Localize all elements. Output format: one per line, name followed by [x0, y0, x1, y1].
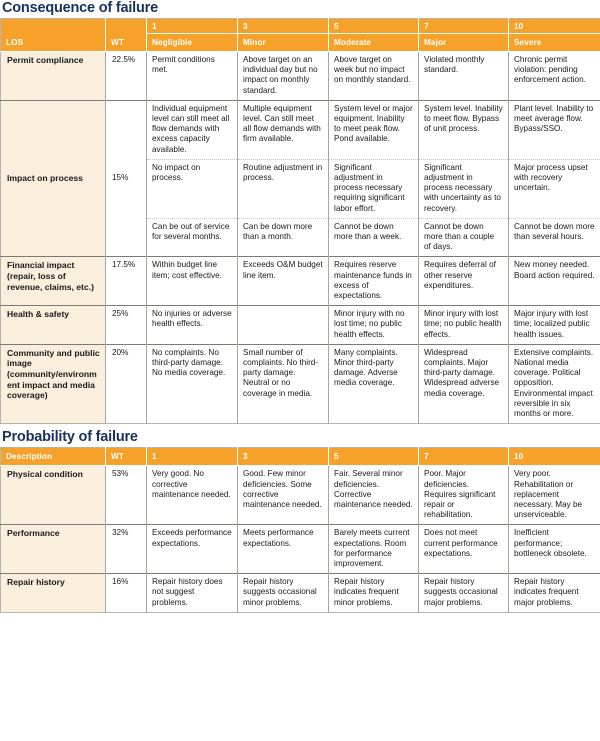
- header-score-1: 1: [147, 448, 238, 466]
- header-wt-label: WT: [106, 34, 147, 52]
- table-body: [1, 466, 600, 612]
- cell-score-1: No impact on process.: [147, 159, 238, 218]
- cell-score-3: Meets performance expectations.: [238, 525, 329, 574]
- table-row: [1, 52, 600, 101]
- cell-score-5: Minor injury with no lost time; no public health effects.: [329, 306, 419, 345]
- cell-score-10: Inefficient performance; bottleneck obsolete.: [509, 525, 600, 574]
- cell-score-7: Repair history suggests occasional major problems.: [419, 574, 509, 613]
- cell-score-7: Requires deferral of other reserve expenditures.: [419, 257, 509, 306]
- row-weight: 15%: [106, 100, 147, 257]
- row-name: Community and public image (community/environment impact and media coverage): [1, 344, 106, 423]
- cell-score-3: Good. Few minor deficiencies. Some corrective maintenance needed.: [238, 466, 329, 525]
- cell-score-3: [238, 306, 329, 345]
- table-row: [1, 525, 600, 574]
- cell-score-10: Plant level. Inability to meet average flow. Bypass/SSO.: [509, 100, 600, 159]
- cell-score-3: Can be down more than a month.: [238, 218, 329, 257]
- cell-score-10: New money needed. Board action required.: [509, 257, 600, 306]
- cell-score-3: Routine adjustment in process.: [238, 159, 329, 218]
- cell-score-7: Poor. Major deficiencies. Requires significant repair or rehabilitation.: [419, 466, 509, 525]
- header-rating-3: Major: [419, 34, 509, 52]
- header-score-3: 3: [238, 448, 329, 466]
- header-score-7: 7: [419, 19, 509, 34]
- header-score-10: 10: [509, 448, 600, 466]
- cell-score-7: System level. Inability to meet flow. Bypass of unit process.: [419, 100, 509, 159]
- row-name: Health & safety: [1, 306, 106, 345]
- header-label-row: [1, 448, 600, 466]
- table-row: [1, 344, 600, 423]
- cell-score-7: Cannot be down more than a couple of days.: [419, 218, 509, 257]
- cell-score-3: Above target on an individual day but no impact on monthly standard.: [238, 52, 329, 101]
- cell-score-1: Very good. No corrective maintenance needed.: [147, 466, 238, 525]
- row-name: Permit compliance: [1, 52, 106, 101]
- header-score-7: 7: [419, 448, 509, 466]
- row-weight: 16%: [106, 574, 147, 613]
- cell-score-5: Fair. Several minor deficiencies. Corrective maintenance needed.: [329, 466, 419, 525]
- cell-score-1: Within budget line item; cost effective.: [147, 257, 238, 306]
- header-label-row: [1, 34, 600, 52]
- header-score-10: 10: [509, 19, 600, 34]
- cell-score-5: Cannot be down more than a week.: [329, 218, 419, 257]
- table-row: [1, 100, 600, 159]
- row-weight: 20%: [106, 344, 147, 423]
- cell-score-7: Does not meet current performance expectations.: [419, 525, 509, 574]
- table-header: [1, 19, 600, 52]
- header-rating-2: Moderate: [329, 34, 419, 52]
- header-rating-4: Severe: [509, 34, 600, 52]
- table-row: [1, 257, 600, 306]
- cell-score-7: Widespread complaints. Major third-party damage. Widespread adverse media coverage.: [419, 344, 509, 423]
- header-rating-1: Minor: [238, 34, 329, 52]
- cell-score-5: Barely meets current expectations. Room for performance improvement.: [329, 525, 419, 574]
- header-spacer-wt: [106, 19, 147, 34]
- cell-score-5: Repair history indicates frequent minor problems.: [329, 574, 419, 613]
- cell-score-3: Multiple equipment level. Can still meet all flow demands with firm available.: [238, 100, 329, 159]
- row-name: Repair history: [1, 574, 106, 613]
- header-score-5: 5: [329, 448, 419, 466]
- header-score-1: 1: [147, 19, 238, 34]
- table-row: [1, 466, 600, 525]
- row-weight: 32%: [106, 525, 147, 574]
- cell-score-10: Major injury with lost time; localized public health issues.: [509, 306, 600, 345]
- header-name-label: LOS: [1, 34, 106, 52]
- cell-score-5: Requires reserve maintenance funds in excess of expectations.: [329, 257, 419, 306]
- row-name: Performance: [1, 525, 106, 574]
- header-name-label: Description: [1, 448, 106, 466]
- cell-score-10: Extensive complaints. National media coverage. Political opposition. Environmental impact reversible in six months or more.: [509, 344, 600, 423]
- cell-score-3: Repair history suggests occasional minor problems.: [238, 574, 329, 613]
- table-row: [1, 306, 600, 345]
- cell-score-10: Repair history indicates frequent major problems.: [509, 574, 600, 613]
- row-weight: 53%: [106, 466, 147, 525]
- row-weight: 25%: [106, 306, 147, 345]
- cell-score-10: Cannot be down more than several hours.: [509, 218, 600, 257]
- header-score-5: 5: [329, 19, 419, 34]
- cell-score-3: Small number of complaints. No third-party damage. Neutral or no coverage in media.: [238, 344, 329, 423]
- cell-score-7: Significant adjustment in process necessary with uncertainty as to recovery.: [419, 159, 509, 218]
- cell-score-10: Very poor. Rehabilitation or replacement necessary. May be unserviceable.: [509, 466, 600, 525]
- cell-score-1: No injuries or adverse health effects.: [147, 306, 238, 345]
- cell-score-7: Violated monthly standard.: [419, 52, 509, 101]
- cell-score-5: Significant adjustment in process necessary requiring significant labor effort.: [329, 159, 419, 218]
- cell-score-1: Repair history does not suggest problems.: [147, 574, 238, 613]
- row-name: Financial impact (repair, loss of revenue, claims, etc.): [1, 257, 106, 306]
- cell-score-1: Exceeds performance expectations.: [147, 525, 238, 574]
- row-name: Physical condition: [1, 466, 106, 525]
- cell-score-10: Major process upset with recovery uncertain.: [509, 159, 600, 218]
- row-weight: 17.5%: [106, 257, 147, 306]
- cell-score-3: Exceeds O&M budget line item.: [238, 257, 329, 306]
- header-score-row: [1, 19, 600, 34]
- cell-score-5: Many complaints. Minor third-party damage. Adverse media coverage.: [329, 344, 419, 423]
- table-row: [1, 574, 600, 613]
- header-spacer-name: [1, 19, 106, 34]
- row-name: Impact on process: [1, 100, 106, 257]
- header-rating-0: Negligible: [147, 34, 238, 52]
- header-wt-label: WT: [106, 448, 147, 466]
- risk-matrix-table: [0, 18, 600, 424]
- cell-score-5: Above target on week but no impact on monthly standard.: [329, 52, 419, 101]
- cell-score-7: Minor injury with lost time; no public health effects.: [419, 306, 509, 345]
- table-body: [1, 52, 600, 424]
- row-weight: 22.5%: [106, 52, 147, 101]
- cell-score-1: Individual equipment level can still meet all flow demands with excess capacity available.: [147, 100, 238, 159]
- risk-matrix-table: [0, 447, 600, 612]
- table-header: [1, 448, 600, 466]
- cell-score-1: Can be out of service for several months.: [147, 218, 238, 257]
- section-title: Consequence of failure: [2, 0, 158, 16]
- cell-score-10: Chronic permit violation: pending enforcement action.: [509, 52, 600, 101]
- cell-score-1: Permit conditions met.: [147, 52, 238, 101]
- header-score-3: 3: [238, 19, 329, 34]
- section-title: Probability of failure: [2, 429, 138, 446]
- cell-score-1: No complaints. No third-party damage. No media coverage.: [147, 344, 238, 423]
- cell-score-5: System level or major equipment. Inability to meet peak flow. Pond available.: [329, 100, 419, 159]
